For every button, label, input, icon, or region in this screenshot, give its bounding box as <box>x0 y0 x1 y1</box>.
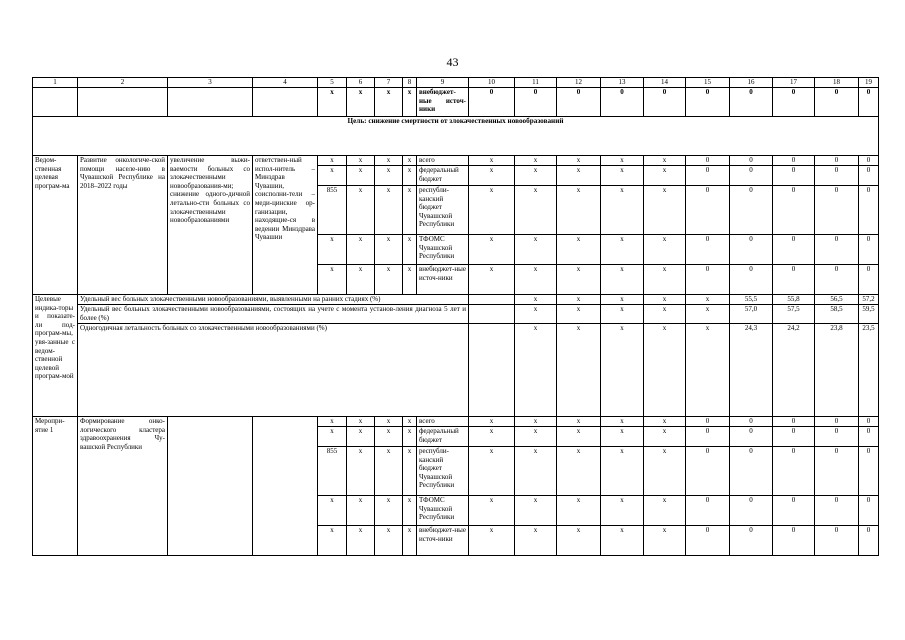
table-cell: x <box>644 295 686 305</box>
table-cell: 0 <box>773 88 815 117</box>
table-cell: x <box>318 526 347 556</box>
budget-table <box>32 77 879 556</box>
table-cell: x <box>469 235 515 265</box>
table-cell: x <box>601 496 644 526</box>
table-cell: 0 <box>730 235 773 265</box>
table-cell: 0 <box>557 88 601 117</box>
table-cell: 0 <box>686 235 730 265</box>
table-cell: x <box>601 427 644 447</box>
table-cell: x <box>403 417 417 427</box>
table-cell: 0 <box>859 496 879 526</box>
executor-cell <box>253 417 318 556</box>
table-cell: 0 <box>730 88 773 117</box>
table-cell: x <box>644 324 686 417</box>
table-cell: 0 <box>859 156 879 166</box>
table-cell: 0 <box>773 186 815 235</box>
indicator-text: Удельный вес больных злокачественными новообразованиями, состоящих на учете с момента установ-ления диагноза 5 лет и более (%) <box>78 305 469 324</box>
funding-source: всего <box>417 156 469 166</box>
table-cell: x <box>601 295 644 305</box>
table-cell: x <box>347 156 375 166</box>
table-cell: x <box>644 305 686 324</box>
table-cell: внебюджет-ные источ-ники <box>417 88 469 117</box>
table-cell: x <box>601 265 644 295</box>
table-cell: x <box>557 265 601 295</box>
table-cell: 0 <box>773 417 815 427</box>
table-cell: x <box>515 295 557 305</box>
column-header: 15 <box>686 78 730 88</box>
table-cell: 0 <box>815 427 859 447</box>
table-cell: 0 <box>773 496 815 526</box>
table-cell <box>78 88 168 117</box>
column-header: 4 <box>253 78 318 88</box>
table-cell: 0 <box>730 427 773 447</box>
table-cell: x <box>469 496 515 526</box>
table-cell: x <box>601 447 644 496</box>
table-cell: 0 <box>815 265 859 295</box>
table-cell: 0 <box>815 496 859 526</box>
table-cell: x <box>318 427 347 447</box>
table-cell: 57,2 <box>859 295 879 305</box>
table-cell: 23,8 <box>815 324 859 417</box>
table-cell: 0 <box>730 526 773 556</box>
table-cell: x <box>557 427 601 447</box>
table-cell: 59,5 <box>859 305 879 324</box>
table-cell: x <box>318 235 347 265</box>
column-header: 8 <box>403 78 417 88</box>
table-cell: 0 <box>859 447 879 496</box>
table-cell: x <box>347 265 375 295</box>
table-cell: 855 <box>318 447 347 496</box>
table-cell: x <box>644 526 686 556</box>
table-cell: x <box>403 235 417 265</box>
table-cell: x <box>403 447 417 496</box>
table-cell: 0 <box>859 186 879 235</box>
table-cell: 0 <box>773 156 815 166</box>
table-row <box>33 324 879 417</box>
table-cell: x <box>686 305 730 324</box>
table-cell: x <box>469 427 515 447</box>
table-cell: 0 <box>815 447 859 496</box>
column-header: 16 <box>730 78 773 88</box>
indicator-text: Одногодичная летальность больных со злокачественными новообразованиями (%) <box>78 324 469 417</box>
table-cell: x <box>515 305 557 324</box>
table-cell: x <box>375 427 403 447</box>
section-name: Развитие онкологиче-ской помощи населе-нию в Чувашской Республике на 2018–2022 годы <box>78 156 168 295</box>
table-cell <box>469 324 515 417</box>
page-number: 43 <box>446 55 459 69</box>
table-cell: x <box>347 496 375 526</box>
indicator-cell: увеличение выжи-ваемости больных со злокачественными новообразования-ми; снижение одного-дичной летально-сти больных со злокачественными новообразованиями <box>168 156 253 295</box>
table-cell: x <box>557 295 601 305</box>
table-cell: x <box>601 305 644 324</box>
column-header: 9 <box>417 78 469 88</box>
table-cell: x <box>469 156 515 166</box>
column-header: 11 <box>515 78 557 88</box>
table-cell: x <box>557 496 601 526</box>
table-cell: 23,5 <box>859 324 879 417</box>
table-cell: x <box>347 186 375 235</box>
table-cell: x <box>375 156 403 166</box>
table-cell: 0 <box>815 526 859 556</box>
table-cell: 0 <box>686 417 730 427</box>
table-cell: x <box>601 324 644 417</box>
table-cell: x <box>601 156 644 166</box>
table-row <box>33 305 879 324</box>
table-cell: 56,5 <box>815 295 859 305</box>
table-row <box>33 88 879 117</box>
table-cell: x <box>375 88 403 117</box>
funding-source: республи-канский бюджет Чувашской Республики <box>417 186 469 235</box>
table-cell: x <box>644 417 686 427</box>
table-cell: 855 <box>318 186 347 235</box>
column-header: 1 <box>33 78 78 88</box>
table-cell: 58,5 <box>815 305 859 324</box>
table-cell: 0 <box>773 526 815 556</box>
table-row <box>33 295 879 305</box>
table-cell: x <box>515 235 557 265</box>
table-cell: 0 <box>859 88 879 117</box>
table-cell: 57,0 <box>730 305 773 324</box>
table-cell: 0 <box>815 417 859 427</box>
table-cell: 0 <box>730 417 773 427</box>
column-header: 10 <box>469 78 515 88</box>
table-cell: 0 <box>773 235 815 265</box>
table-cell: x <box>347 88 375 117</box>
table-cell: 0 <box>859 427 879 447</box>
table-cell: x <box>557 526 601 556</box>
funding-source: внебюджет-ные источ-ники <box>417 526 469 556</box>
table-cell: x <box>347 235 375 265</box>
table-cell: 0 <box>644 88 686 117</box>
table-cell: x <box>469 447 515 496</box>
table-cell: x <box>318 166 347 186</box>
table-cell: 0 <box>730 496 773 526</box>
table-cell: 0 <box>815 235 859 265</box>
table-cell: 0 <box>859 526 879 556</box>
table-cell: x <box>375 166 403 186</box>
table-cell: x <box>318 417 347 427</box>
table-cell: 0 <box>859 265 879 295</box>
table-cell: 0 <box>773 447 815 496</box>
table-cell: x <box>318 265 347 295</box>
table-cell: x <box>375 526 403 556</box>
table-cell: x <box>375 417 403 427</box>
table-cell: x <box>318 88 347 117</box>
section-name: Формирование онко-логического кластера здравоохранения Чу-вашской Республики <box>78 417 168 556</box>
column-header: 14 <box>644 78 686 88</box>
funding-source: федеральный бюджет <box>417 427 469 447</box>
table-cell: x <box>515 447 557 496</box>
table-cell: x <box>686 295 730 305</box>
table-cell: 0 <box>686 156 730 166</box>
table-cell: x <box>375 447 403 496</box>
executor-cell: ответствен-ный испол-нитель – Минздрав Чувашии, соисполни-тели – меди-цинские ор-ганизации, находящие-ся в ведении Минздрава Чувашии <box>253 156 318 295</box>
table-cell: x <box>318 496 347 526</box>
table-cell <box>469 295 515 305</box>
table-cell: 0 <box>686 186 730 235</box>
table-cell: x <box>644 427 686 447</box>
table-cell: x <box>557 324 601 417</box>
table-cell: 24,3 <box>730 324 773 417</box>
table-cell: x <box>347 447 375 496</box>
table-cell: x <box>601 526 644 556</box>
table-cell: x <box>515 166 557 186</box>
table-cell: 0 <box>686 447 730 496</box>
table-cell: x <box>403 265 417 295</box>
table-cell: x <box>601 166 644 186</box>
funding-source: внебюджет-ные источ-ники <box>417 265 469 295</box>
table-cell: x <box>375 496 403 526</box>
funding-source: всего <box>417 417 469 427</box>
table-cell: x <box>601 186 644 235</box>
column-header: 13 <box>601 78 644 88</box>
table-cell: x <box>557 447 601 496</box>
table-cell <box>33 88 78 117</box>
table-cell: x <box>469 186 515 235</box>
table-cell: 24,2 <box>773 324 815 417</box>
table-row <box>33 417 879 427</box>
table-cell: x <box>469 417 515 427</box>
table-cell: 55,8 <box>773 295 815 305</box>
column-header: 17 <box>773 78 815 88</box>
table-cell: x <box>469 526 515 556</box>
table-cell: x <box>557 235 601 265</box>
section-label: Меропри-ятие 1 <box>33 417 78 556</box>
column-header: 5 <box>318 78 347 88</box>
table-cell: 0 <box>730 166 773 186</box>
table-cell <box>168 88 253 117</box>
table-cell: x <box>601 417 644 427</box>
table-cell: 0 <box>601 88 644 117</box>
table-cell: x <box>515 324 557 417</box>
table-cell: x <box>644 265 686 295</box>
table-cell: 0 <box>686 88 730 117</box>
goal-heading: Цель: снижение смертности от злокачественных новообразований <box>33 117 879 156</box>
table-cell: x <box>557 156 601 166</box>
column-header: 6 <box>347 78 375 88</box>
table-cell: 0 <box>773 427 815 447</box>
table-cell: 0 <box>859 166 879 186</box>
column-header: 19 <box>859 78 879 88</box>
table-cell: x <box>515 496 557 526</box>
table-cell: x <box>469 265 515 295</box>
table-cell: x <box>403 156 417 166</box>
table-cell: 57,5 <box>773 305 815 324</box>
table-cell: 0 <box>686 427 730 447</box>
table-cell: x <box>557 186 601 235</box>
table-cell: x <box>347 526 375 556</box>
table-cell: x <box>515 526 557 556</box>
table-cell: x <box>644 156 686 166</box>
table-cell <box>253 88 318 117</box>
section-label: Ведом-ственная целевая програм-ма <box>33 156 78 295</box>
table-cell: 0 <box>730 186 773 235</box>
table-cell: x <box>403 526 417 556</box>
goal-row <box>33 117 879 156</box>
table-cell: x <box>375 265 403 295</box>
table-cell: x <box>403 427 417 447</box>
table-cell: x <box>644 186 686 235</box>
table-cell: x <box>515 427 557 447</box>
column-header: 3 <box>168 78 253 88</box>
column-header: 18 <box>815 78 859 88</box>
table-cell: 0 <box>859 235 879 265</box>
table-cell: 0 <box>686 265 730 295</box>
column-header: 12 <box>557 78 601 88</box>
funding-source: федеральный бюджет <box>417 166 469 186</box>
table-cell: x <box>347 417 375 427</box>
table-cell: x <box>644 166 686 186</box>
table-cell: 0 <box>730 447 773 496</box>
table-cell: 0 <box>515 88 557 117</box>
table-row <box>33 156 879 166</box>
funding-source: республи-канский бюджет Чувашской Республики <box>417 447 469 496</box>
table-cell: 0 <box>773 166 815 186</box>
table-cell: 0 <box>730 265 773 295</box>
table-cell: 0 <box>686 496 730 526</box>
table-cell: x <box>557 305 601 324</box>
column-header: 7 <box>375 78 403 88</box>
table-cell: 0 <box>773 265 815 295</box>
indicator-cell <box>168 417 253 556</box>
table-cell: 55,5 <box>730 295 773 305</box>
table-cell: x <box>515 265 557 295</box>
table-cell: x <box>403 166 417 186</box>
table-cell: 0 <box>815 88 859 117</box>
table-cell: x <box>469 166 515 186</box>
table-cell: x <box>515 156 557 166</box>
table-cell: x <box>347 166 375 186</box>
table-cell: x <box>601 235 644 265</box>
table-cell: x <box>644 235 686 265</box>
column-header: 2 <box>78 78 168 88</box>
table-cell: 0 <box>815 156 859 166</box>
table-cell: x <box>557 417 601 427</box>
table-cell: x <box>403 186 417 235</box>
table-cell: x <box>375 235 403 265</box>
header-row <box>33 78 879 88</box>
table-cell: x <box>375 186 403 235</box>
section-label: Целевые индика-торы и показате-ли под-програм-мы, увя-занные с ведом-ственной целевой програм-мой <box>33 295 78 417</box>
table-cell: x <box>318 156 347 166</box>
table-cell: x <box>644 496 686 526</box>
table-cell: x <box>557 166 601 186</box>
table-cell: 0 <box>815 166 859 186</box>
table-cell: x <box>515 186 557 235</box>
table-cell: x <box>403 496 417 526</box>
table-cell: 0 <box>686 526 730 556</box>
funding-source: ТФОМС Чувашской Республики <box>417 496 469 526</box>
table-cell: 0 <box>859 417 879 427</box>
table-cell: 0 <box>686 166 730 186</box>
table-cell: x <box>515 417 557 427</box>
table-cell: x <box>403 88 417 117</box>
table-cell: x <box>644 447 686 496</box>
table-cell: 0 <box>815 186 859 235</box>
indicator-text: Удельный вес больных злокачественными новообразованиями, выявленными на ранних стадиях (%) <box>78 295 469 305</box>
table-cell: x <box>347 427 375 447</box>
table-cell: x <box>686 324 730 417</box>
table-cell <box>469 305 515 324</box>
table-cell: 0 <box>730 156 773 166</box>
funding-source: ТФОМС Чувашской Республики <box>417 235 469 265</box>
table-cell: 0 <box>469 88 515 117</box>
